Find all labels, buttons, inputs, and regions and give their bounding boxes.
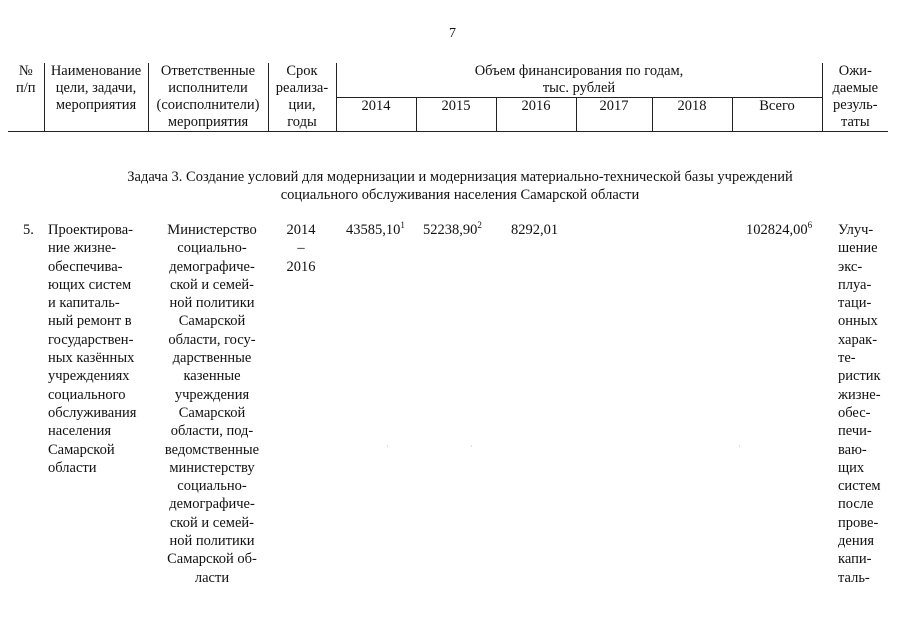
scan-speck: · [470, 442, 473, 451]
row-term: 2014 – 2016 [286, 222, 316, 275]
scan-speck: · [386, 442, 389, 451]
row-name: Проектирова- ние жизне- обеспечива- ющих систем и капиталь- ный ремонт в государствен- ных казённых учреждениях социального обслуживания населения Самарской области [48, 222, 137, 476]
scan-speck: · [738, 442, 741, 451]
header-year-2016: 2016 [496, 98, 576, 132]
header-year-total: Всего [732, 98, 822, 132]
header-name: Наименование цели, задачи, мероприятия [44, 63, 148, 132]
task-title: Задача 3. Создание условий для модернизации и модернизация материально-технической базы учреждений социального обслуживания населения Самарской области [127, 169, 793, 203]
row-number: 5. [23, 222, 34, 238]
header-term: Срок реализа- ции, годы [268, 63, 336, 132]
row-value-2016: 8292,01 [511, 222, 559, 238]
header-year-2015: 2015 [416, 98, 496, 132]
header-year-2017: 2017 [576, 98, 652, 132]
header-executor: Ответственные исполнители (соисполнители) мероприятия [148, 63, 268, 132]
header-result: Ожи- даемые резуль- таты [822, 63, 888, 132]
page-number: 7 [449, 26, 456, 41]
row-value-2014: 43585,10$^1$ [346, 220, 405, 238]
row-value-2015: 52238,90$^2$ [423, 220, 482, 238]
header-num: № п/п [8, 63, 44, 132]
row-executor: Министерство социально- демографиче- ской и семей- ной политики Самарской области, госу- дарственные казенные учреждения Самарской области, под- ведомственные министерству социально- демографиче- ской и семей- ной политики Самарской об- ласти [164, 222, 260, 586]
table-header [8, 63, 888, 132]
header-year-2014: 2014 [336, 98, 416, 132]
header-year-2018: 2018 [652, 98, 732, 132]
header-funding: Объем финансирования по годам, тыс. рублей [336, 63, 822, 98]
row-result: Улуч- шение экс- плуа- таци- онных харак- те- ристик жизне- обес- печи- ваю- щих систем после прове- дения капи- таль- [838, 222, 881, 586]
row-value-total: 102824,00$^6$ [746, 220, 813, 238]
